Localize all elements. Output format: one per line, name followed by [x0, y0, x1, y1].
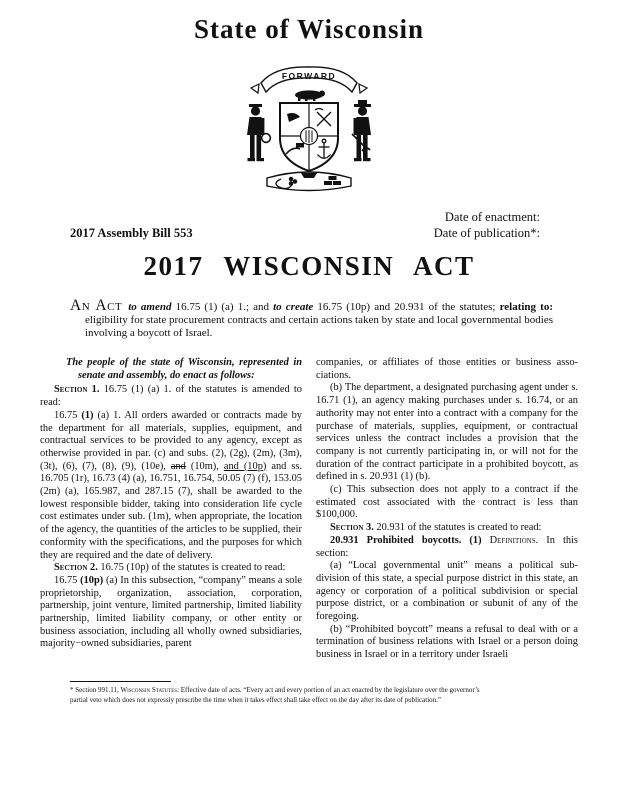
right-column [316, 357, 578, 662]
paragraph [40, 384, 302, 409]
text-run: * Section 991.11, [70, 686, 121, 694]
paragraph [70, 695, 578, 705]
text-run: Wisconsin Statutes: [120, 686, 180, 694]
text-run: Section 1. [54, 384, 100, 396]
text-run: partial veto which does not expressly prescribe the time when it takes effect shall take effect on the day after its date of publication.” [70, 696, 441, 705]
text-run: An Act [70, 297, 129, 314]
paragraph [316, 357, 578, 382]
paragraph [70, 299, 553, 341]
act-title: 2017 WISCONSIN ACT [143, 251, 475, 281]
body-columns [40, 357, 578, 662]
seal-motto-text: FORWARD [281, 71, 337, 81]
text-run: Definitions. [489, 534, 539, 546]
text-run: Section 2. [54, 562, 98, 574]
forward-banner [251, 67, 367, 93]
text-run: 20.931 Prohibited boycotts. (1) [330, 534, 490, 546]
text-run: to amend [128, 301, 172, 313]
text-run: companies, or affiliates of those entities or business associations. [316, 357, 578, 381]
footnote-separator [70, 681, 171, 682]
date-of-enactment-label: Date of enactment: [444, 210, 540, 224]
paragraph [316, 522, 578, 535]
text-run: Section 3. [330, 522, 374, 534]
text-run: 16.75 (10p) and 20.931 of the statutes; [313, 301, 500, 313]
text-run: eligibility for state procurement contracts and certain actions taken by state and local governmental bodies involving a boycott of Israel. [85, 314, 553, 340]
text-run: (10p) [80, 574, 104, 586]
coat-of-arms-svg [225, 58, 393, 206]
wisconsin-coat-of-arms [225, 58, 393, 206]
text-run: The people of the state of Wisconsin, represented in senate and assembly, do enact as follows: [66, 357, 302, 381]
assembly-bill-number: 2017 Assembly Bill 553 [70, 226, 193, 240]
paragraph [70, 685, 578, 695]
miner-figure [352, 100, 371, 161]
text-run: 20.931 of the statutes is created to read: [373, 522, 542, 534]
sailor-figure [247, 104, 270, 161]
paragraph [40, 410, 302, 562]
badger-icon [295, 90, 325, 101]
paragraph [316, 484, 578, 522]
text-run: (10m), [185, 460, 224, 472]
text-run: (c) This subsection does not apply to a contract if the estimated cost associated with the contract is less than $100,000. [316, 484, 578, 521]
text-run: (a) “Local governmental unit” means a political subdivision of this state, a special purpose district in this state, an agency or corporation of a political subdivision or special purpose district, or a combination or subunit of any of the foregoing. [316, 560, 578, 623]
text-run: relating to: [499, 301, 553, 313]
paragraph [40, 562, 302, 575]
paragraph [316, 624, 578, 662]
text-run: 16.75 [54, 409, 82, 421]
text-run: In this section: [316, 534, 578, 559]
text-run: 16.75 (1) (a) 1. of the statutes is amended to read: [40, 384, 302, 409]
text-run: 16.75 (1) (a) 1.; and [171, 301, 274, 313]
state-title: State of Wisconsin [193, 14, 425, 44]
text-run: 16.75 (10p) of the statutes is created to read: [97, 562, 286, 574]
paragraph [316, 535, 578, 560]
date-of-publication-label: Date of publication*: [433, 225, 540, 240]
paragraph [40, 575, 302, 651]
text-run: to create [273, 301, 314, 313]
footnote [70, 685, 578, 706]
text-run: (b) “Prohibited boycott” means a refusal to deal with or a termination of business relations with Israel or a person doing business in Israel or in a territory under Israeli [316, 623, 578, 661]
shield [280, 103, 338, 171]
paragraph [40, 357, 302, 382]
text-run: (a) In this subsection, “company” means a sole proprietorship, organization, association, corporation, partnership, joint venture, limited partnership, limited liability partnership, limited liability company, or other entity or business association, including all wholly owned subsidiaries, majority−owned subsidiaries, parent [40, 574, 302, 650]
text-run: and (10p) [223, 460, 267, 472]
text-run: Effective date of acts. “Every act and every portion of an act enacted by the legislature over the governor’s [179, 686, 480, 694]
text-run: and ss. 16.705 (1r), 16.73 (4) (a), 16.751, 16.754, 50.05 (7) (f), 153.05 (2m) (a), 165.987, and 287.15 (7), shall be awarded to the lowest responsible bidder, taking into consideration life cycle cost estimates under sub. (1m), when appropriate, the location of the agency, the quantities of the articles to be supplied, their conformity with the specifications, and the purposes for which they are required and the date of delivery. [40, 460, 303, 561]
paragraph [316, 560, 578, 624]
left-column [40, 357, 302, 662]
seal-base [267, 172, 351, 191]
text-run: (a) 1. All orders awarded or contracts made by the department for all materials, supplies, equipment, and contractual services to be provided to any agency, except as otherwise provided in par. (c) and subs. (2), (2g), (2m), (3m), (3t), (6), (7), (8), (9), (10e), [40, 409, 302, 472]
text-run: 16.75 [54, 574, 81, 586]
text-run: and [170, 460, 186, 472]
text-run: (b) The department, a designated purchasing agent under s. 16.71 (1), an agency making purchases under s. 16.74, or an authority may not enter into a contract with a company for the purchase of materials, supplies, equipment, or contractual services unless the contract includes a provision that the company is not currently participating in, or will not for the duration of the contract participate in a prohibited boycott, as defined in s. 20.931 (1) (b). [316, 382, 578, 483]
paragraph [316, 382, 578, 484]
dates-block [434, 210, 540, 241]
act-preamble [70, 299, 553, 341]
text-run: (1) [81, 409, 94, 421]
inner-shield-icon [301, 128, 318, 145]
